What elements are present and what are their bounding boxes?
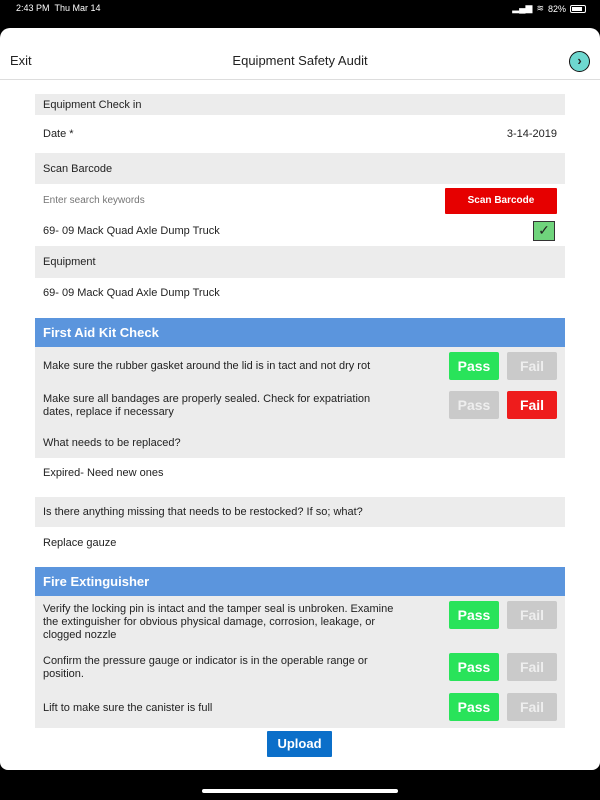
home-indicator[interactable] (202, 789, 398, 793)
pass-button[interactable]: Pass (449, 601, 499, 629)
check-question: Verify the locking pin is intact and the tamper seal is unbroken. Examine the extinguisher for obvious physical damage, corrosion, leakage, or clogged nozzle (43, 602, 394, 641)
check-item (35, 688, 565, 728)
search-input[interactable] (43, 195, 343, 206)
fail-button[interactable]: Fail (507, 653, 557, 681)
missing-answer[interactable]: Replace gauze (35, 527, 565, 558)
upload-button[interactable]: Upload (267, 731, 332, 757)
page-title: Equipment Safety Audit (232, 53, 368, 68)
check-item (35, 347, 565, 385)
check-item (35, 596, 565, 648)
pass-button[interactable]: Pass (449, 352, 499, 380)
equipment-label: Equipment (35, 246, 565, 278)
scan-result: 69- 09 Mack Quad Axle Dump Truck (43, 225, 220, 237)
section-first-aid: First Aid Kit Check (35, 318, 565, 347)
search-row (35, 184, 565, 216)
date-field[interactable]: 3-14-2019 (506, 128, 557, 140)
time: 2:43 PM (16, 3, 50, 13)
scan-result-row (35, 216, 565, 246)
replace-answer[interactable]: Expired- Need new ones (35, 458, 565, 488)
next-arrow-icon[interactable]: › (569, 51, 590, 72)
fail-button[interactable]: Fail (507, 352, 557, 380)
check-item (35, 385, 565, 427)
date-label: Date * (43, 128, 74, 140)
section-fire-extinguisher: Fire Extinguisher (35, 567, 565, 596)
checkbox-checked-icon[interactable]: ✓ (533, 221, 555, 241)
wifi-icon: ≋ (536, 3, 544, 13)
fail-button[interactable]: Fail (507, 601, 557, 629)
section-scan: Scan Barcode (35, 153, 565, 184)
check-question: Make sure all bandages are properly sealed. Check for expatriation dates, replace if necessary (43, 393, 371, 418)
missing-question: Is there anything missing that needs to be restocked? If so; what? (35, 497, 565, 527)
nav-bar (0, 28, 600, 80)
check-question: Lift to make sure the canister is full (43, 701, 213, 714)
equipment-value: 69- 09 Mack Quad Axle Dump Truck (35, 278, 565, 308)
replace-question: What needs to be replaced? (35, 427, 565, 458)
pass-button[interactable]: Pass (449, 653, 499, 681)
check-question: Make sure the rubber gasket around the lid is in tact and not dry rot (43, 359, 371, 372)
section-check-in: Equipment Check in (35, 94, 565, 115)
pass-button[interactable]: Pass (449, 693, 499, 721)
scan-barcode-button[interactable]: Scan Barcode (445, 188, 557, 214)
date: Thu Mar 14 (54, 3, 101, 13)
status-bar (0, 0, 600, 28)
exit-button[interactable]: Exit (10, 53, 32, 68)
pass-button[interactable]: Pass (449, 391, 499, 419)
check-item (35, 648, 565, 688)
fail-button[interactable]: Fail (507, 391, 557, 419)
battery-icon (570, 5, 586, 13)
battery-percent: 82% (547, 3, 566, 14)
fail-button[interactable]: Fail (507, 693, 557, 721)
signal-icon: ▂▄▆ (512, 3, 533, 13)
check-question: Confirm the pressure gauge or indicator is in the operable range or position. (43, 655, 368, 680)
date-row (35, 115, 565, 153)
